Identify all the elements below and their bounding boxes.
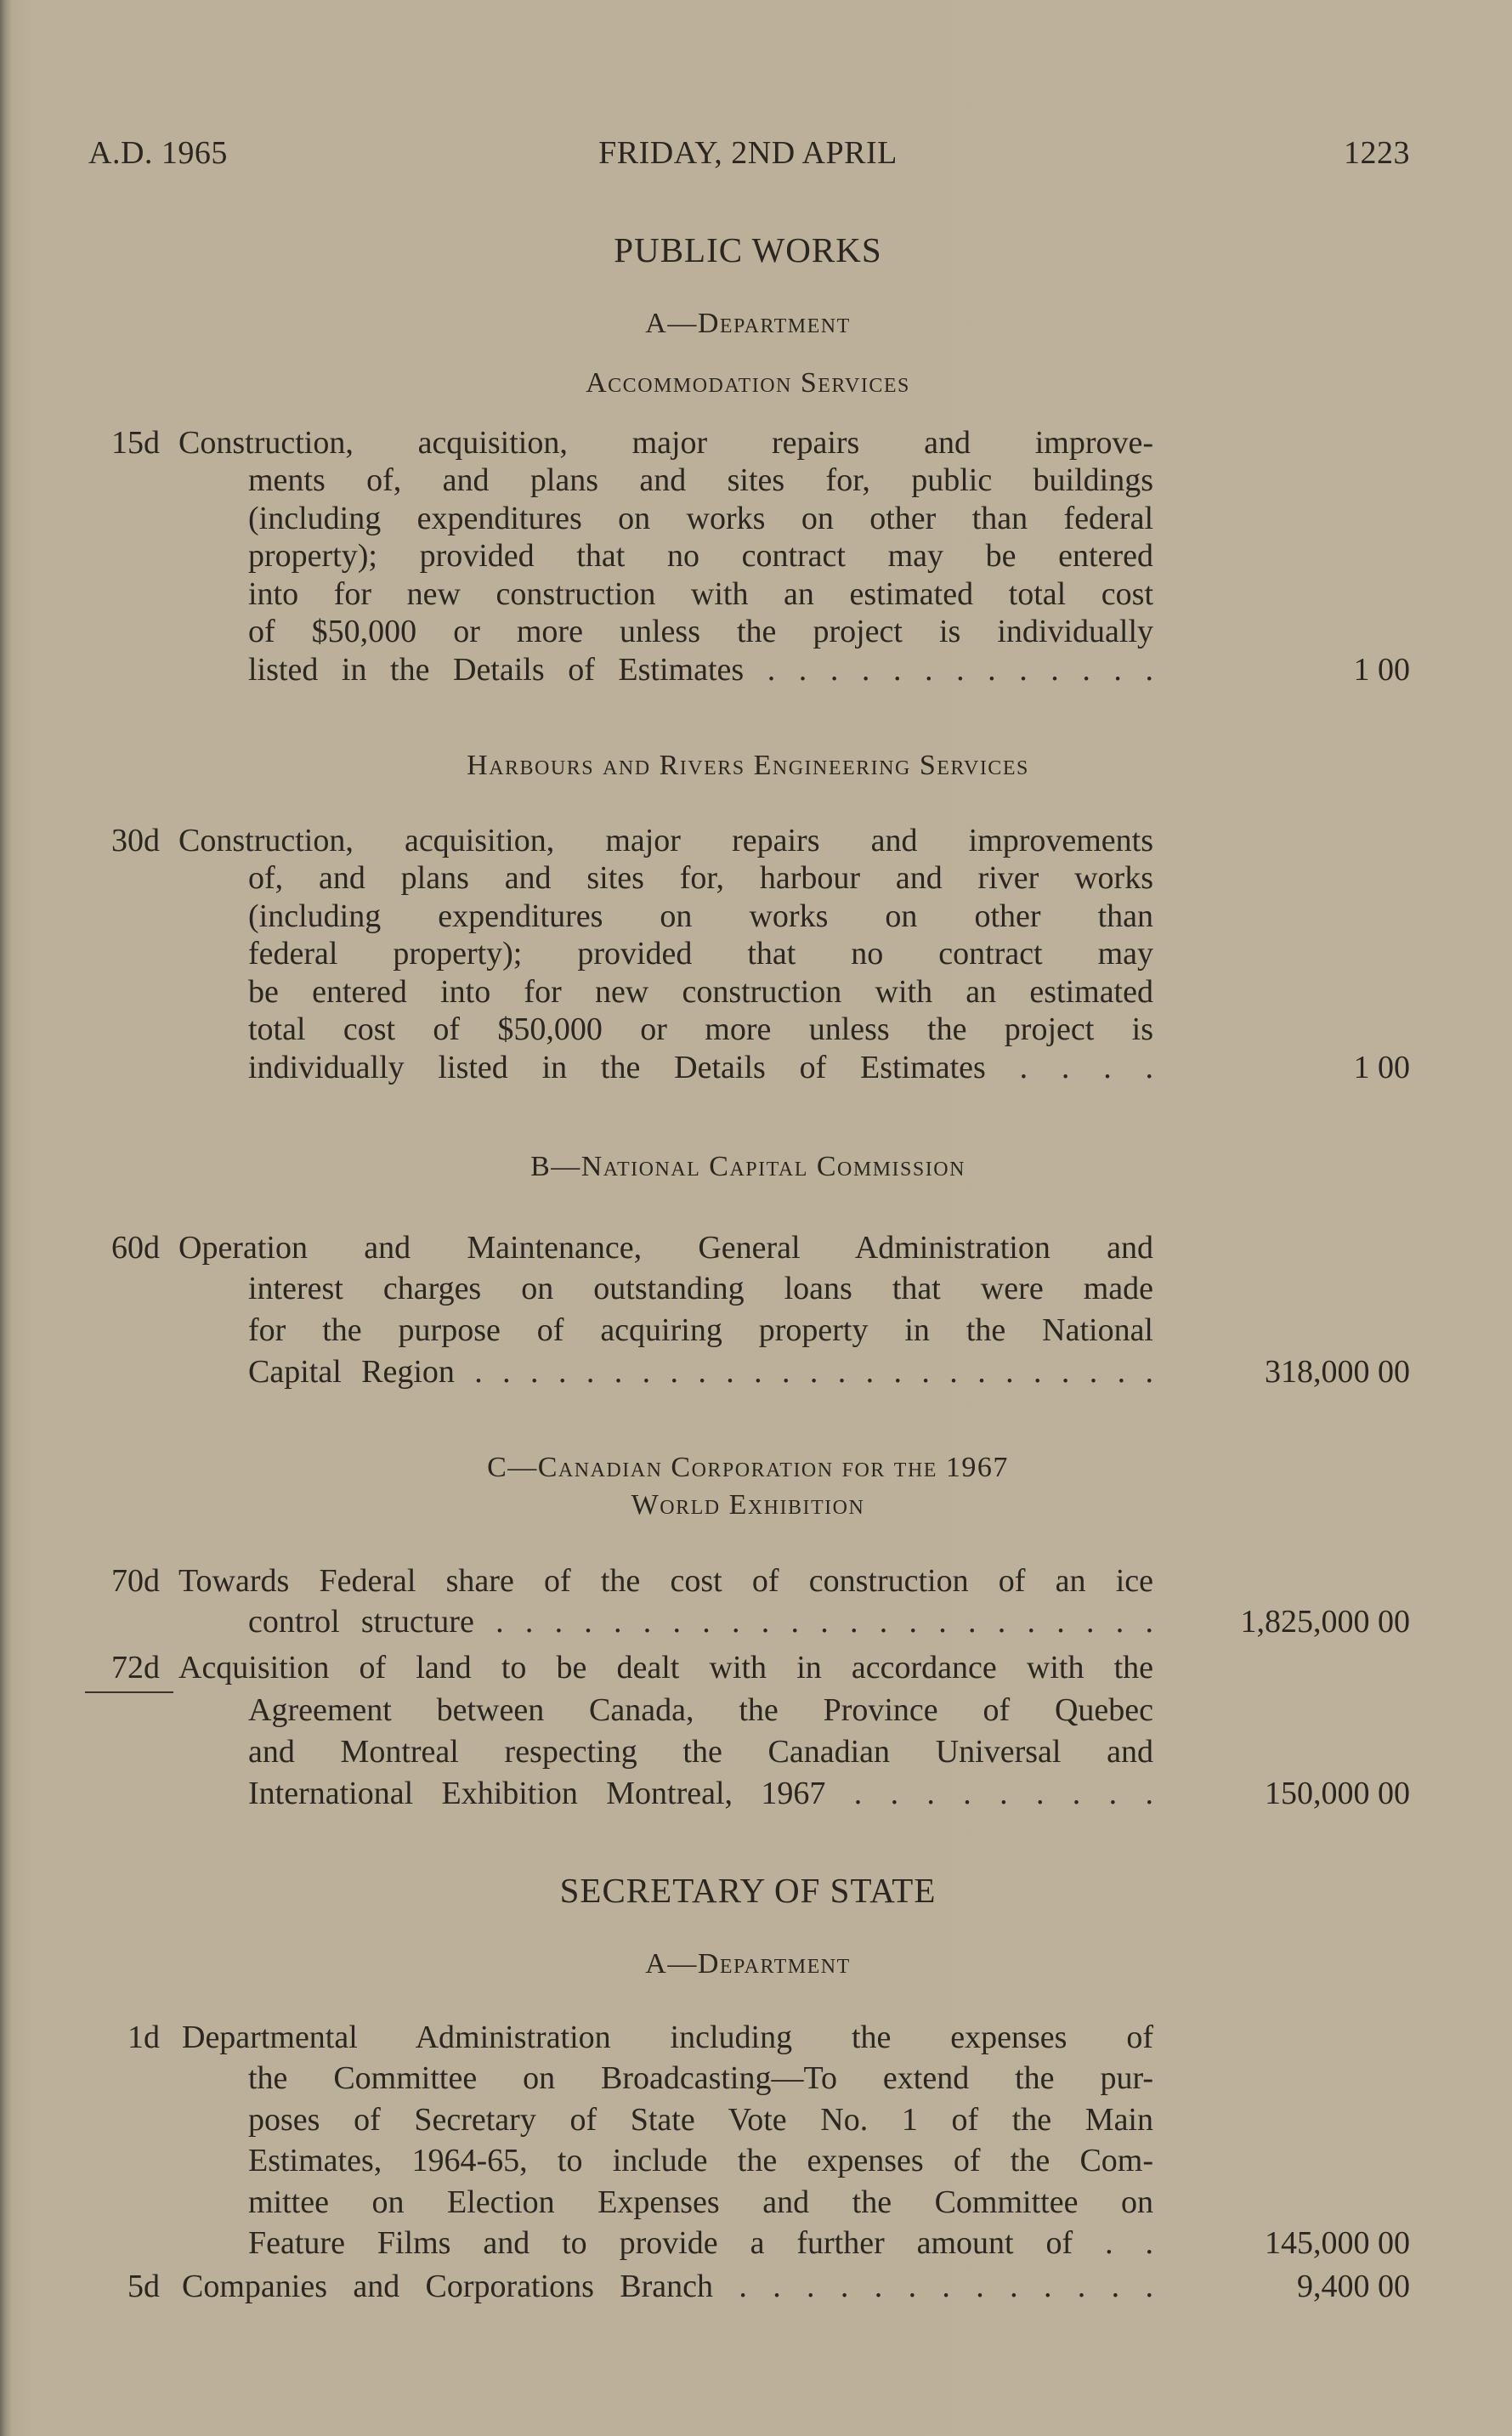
vote-60d-line-2: interest charges on outstanding loans that were made <box>248 1271 1153 1306</box>
vote-1d-amount: 145,000 00 <box>1265 2225 1410 2261</box>
vote-15d-line-3: (including expenditures on works on other than federal <box>248 501 1153 536</box>
header-date: FRIDAY, 2ND APRIL <box>598 135 898 171</box>
subhead-sos-a-department: A—Department <box>645 1948 851 1980</box>
vote-15d-line-7: listed in the Details of Estimates . . . . . . . . . . . . . <box>248 652 1153 688</box>
vote-number-72d: 72d <box>111 1650 160 1685</box>
vote-30d-line-2: of, and plans and sites for, harbour and river works <box>248 860 1153 896</box>
vote-70d-line-2: control structure . . . . . . . . . . . . . . . . . . . . . . . <box>248 1604 1153 1640</box>
subhead-accommodation-services: Accommodation Services <box>586 367 910 399</box>
vote-15d-line-5: into for new construction with an estimated total cost <box>248 576 1153 612</box>
vote-60d-amount: 318,000 00 <box>1265 1354 1410 1390</box>
vote-72d-line-1: Acquisition of land to be dealt with in accordance with the <box>178 1650 1153 1685</box>
vote-15d-line-4: property); provided that no contract may be entered <box>248 538 1153 574</box>
vote-15d-line-1: Construction, acquisition, major repairs and improve- <box>178 425 1153 461</box>
vote-number-30d: 30d <box>111 823 160 858</box>
subhead-national-capital-commission: B—National Capital Commission <box>530 1151 966 1182</box>
vote-1d-line-4: Estimates, 1964-65, to include the expenses of the Com- <box>248 2143 1153 2178</box>
vote-1d-line-1: Departmental Administration including the expenses of <box>182 2020 1153 2055</box>
vote-70d-line-1: Towards Federal share of the cost of construction of an ice <box>178 1563 1153 1599</box>
vote-number-60d: 60d <box>111 1230 160 1266</box>
subhead-harbours-rivers: Harbours and Rivers Engineering Services <box>467 750 1029 781</box>
vote-30d-amount: 1 00 <box>1353 1050 1410 1085</box>
vote-30d-line-6: total cost of $50,000 or more unless the project is <box>248 1011 1153 1047</box>
vote-72d-amount: 150,000 00 <box>1265 1776 1410 1811</box>
header-year: A.D. 1965 <box>88 135 228 171</box>
vote-30d-line-3: (including expenditures on works on other than <box>248 898 1153 934</box>
handwritten-underline-mark <box>85 1691 173 1693</box>
vote-60d-line-4: Capital Region . . . . . . . . . . . . . . . . . . . . . . . . . <box>248 1354 1153 1390</box>
header-page-number: 1223 <box>1344 135 1410 171</box>
vote-30d-line-1: Construction, acquisition, major repairs and improvements <box>178 823 1153 858</box>
subhead-canadian-corporation: C—Canadian Corporation for the 1967 <box>487 1452 1009 1483</box>
vote-72d-line-4: International Exhibition Montreal, 1967 . . . . . . . . . <box>248 1776 1153 1811</box>
vote-60d-line-1: Operation and Maintenance, General Administration and <box>178 1230 1153 1266</box>
vote-15d-line-6: of $50,000 or more unless the project is individually <box>248 614 1153 649</box>
vote-30d-line-5: be entered into for new construction with an estimated <box>248 974 1153 1010</box>
section-title-public-works: PUBLIC WORKS <box>614 230 882 269</box>
vote-30d-line-7: individually listed in the Details of Estimates . . . . <box>248 1050 1153 1085</box>
vote-72d-line-3: and Montreal respecting the Canadian Universal and <box>248 1734 1153 1770</box>
subhead-a-department: A—Department <box>645 308 851 339</box>
vote-1d-line-3: poses of Secretary of State Vote No. 1 of the Main <box>248 2102 1153 2138</box>
vote-15d-line-2: ments of, and plans and sites for, public buildings <box>248 462 1153 498</box>
vote-number-5d: 5d <box>127 2269 160 2304</box>
vote-30d-line-4: federal property); provided that no contract may <box>248 936 1153 972</box>
vote-60d-line-3: for the purpose of acquiring property in the National <box>248 1312 1153 1348</box>
subhead-world-exhibition: World Exhibition <box>631 1489 865 1521</box>
vote-70d-amount: 1,825,000 00 <box>1240 1604 1410 1640</box>
section-title-secretary-of-state: SECRETARY OF STATE <box>559 1871 937 1910</box>
vote-number-70d: 70d <box>111 1563 160 1599</box>
vote-1d-line-5: mittee on Election Expenses and the Committee on <box>248 2184 1153 2220</box>
vote-5d-line-1: Companies and Corporations Branch . . . . . . . . . . . . . <box>182 2269 1153 2304</box>
vote-72d-line-2: Agreement between Canada, the Province of Quebec <box>248 1692 1153 1728</box>
vote-15d-amount: 1 00 <box>1353 652 1410 688</box>
vote-1d-line-6: Feature Films and to provide a further amount of . . <box>248 2225 1153 2261</box>
vote-number-15d: 15d <box>111 425 160 461</box>
vote-number-1d: 1d <box>127 2020 160 2055</box>
vote-5d-amount: 9,400 00 <box>1297 2269 1410 2304</box>
vote-1d-line-2: the Committee on Broadcasting—To extend the pur- <box>248 2060 1153 2096</box>
